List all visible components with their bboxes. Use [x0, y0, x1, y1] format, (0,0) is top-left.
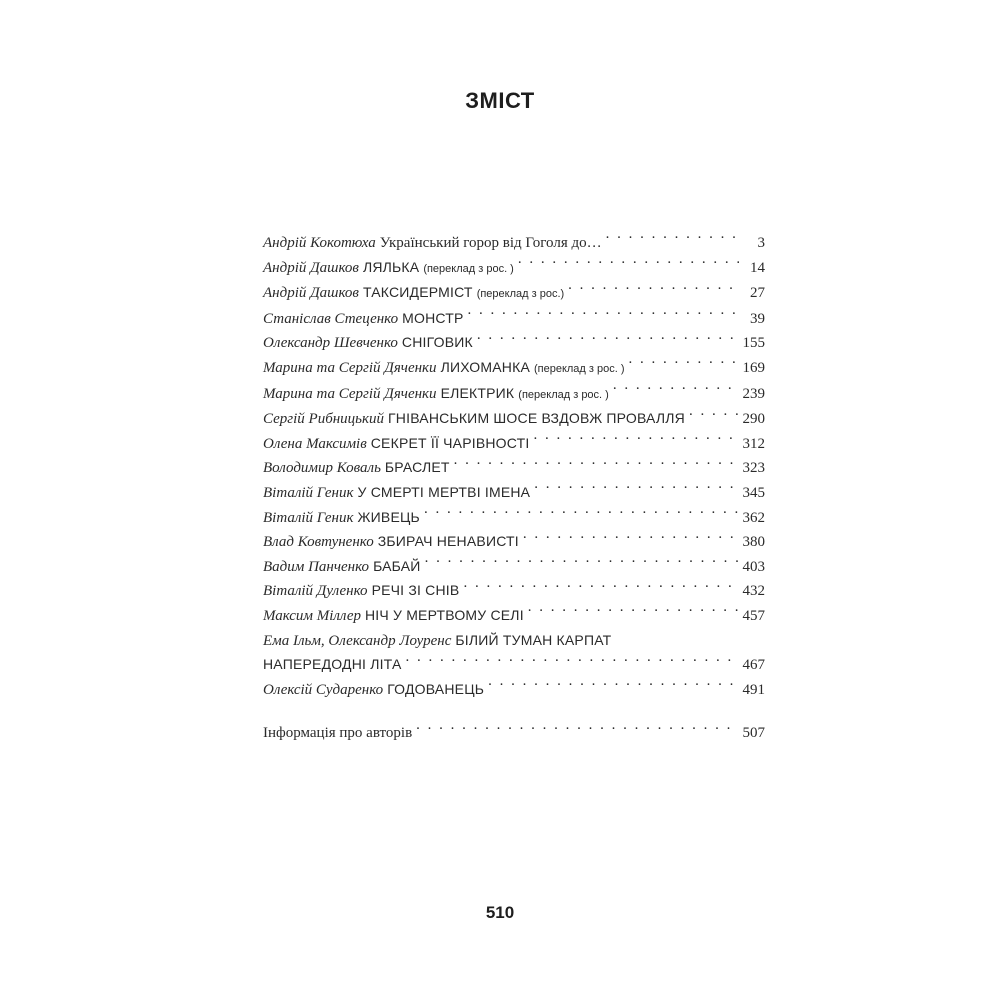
dot-leader — [477, 332, 739, 347]
toc-author: Олександр Шевченко — [263, 335, 398, 352]
toc-story-title: ТАКСИДЕРМІСТ — [362, 284, 473, 301]
toc-appendix-entry — [263, 722, 765, 746]
toc-spacer — [263, 702, 765, 722]
toc-page-number: 312 — [742, 435, 765, 452]
toc-author: Віталій Геник — [263, 484, 354, 501]
dot-leader — [629, 357, 739, 372]
toc-entry — [263, 232, 765, 256]
translation-note: (переклад з рос. ) — [423, 262, 514, 275]
dot-leader — [488, 679, 738, 694]
toc-page-number: 169 — [742, 359, 765, 376]
dot-leader — [468, 308, 739, 323]
toc-author: Володимир Коваль — [263, 460, 381, 477]
toc-story-title: ГНІВАНСЬКИМ ШОСЕ ВЗДОВЖ ПРОВАЛЛЯ — [388, 410, 685, 427]
dot-leader — [424, 507, 739, 522]
toc-entry — [263, 356, 765, 382]
toc-author: Віталій Дуленко — [263, 583, 368, 600]
toc-story-title: ГОДОВАНЕЦЬ — [387, 680, 485, 697]
toc-page-number: 467 — [742, 657, 765, 674]
toc-story-title: ЕЛЕКТРИК — [440, 384, 515, 401]
table-of-contents — [263, 232, 765, 746]
toc-author: Влад Ковтуненко — [263, 534, 374, 551]
toc-author: Станіслав Стеценко — [263, 310, 399, 327]
toc-story-title: СЕКРЕТ ЇЇ ЧАРІВНОСТІ — [370, 434, 530, 451]
toc-entry — [263, 555, 765, 580]
toc-author: Олексій Сударенко — [263, 681, 384, 698]
toc-story-title: БІЛИЙ ТУМАН КАРПАТ — [455, 631, 612, 648]
dot-leader — [523, 531, 739, 546]
toc-entry — [263, 579, 765, 604]
toc-story-title: ЛЯЛЬКА — [362, 258, 420, 275]
dot-leader — [454, 457, 739, 472]
toc-page-number: 380 — [742, 534, 765, 551]
toc-entry — [263, 604, 765, 629]
toc-page-number: 14 — [750, 259, 765, 276]
toc-page-number: 457 — [742, 607, 765, 624]
toc-page-number: 432 — [742, 583, 765, 600]
toc-page-number: 323 — [742, 460, 765, 477]
page-title: ЗМІСТ — [465, 88, 535, 113]
toc-author: Віталій Геник — [263, 509, 354, 526]
page-number: 510 — [485, 903, 515, 922]
toc-entry — [263, 629, 765, 654]
translation-note: (переклад з рос. ) — [533, 362, 625, 375]
toc-page-number: 345 — [742, 484, 765, 501]
toc-story-title: НІЧ У МЕРТВОМУ СЕЛІ — [364, 606, 524, 623]
dot-leader — [528, 605, 739, 620]
dot-leader — [613, 383, 739, 398]
toc-entry — [263, 678, 765, 703]
toc-author: Андрій Дашков — [263, 259, 359, 276]
toc-story-title: ЛИХОМАНКА — [440, 358, 530, 375]
toc-author: Андрій Дашков — [263, 285, 359, 302]
toc-story-title: ЗБИРАЧ НЕНАВИСТІ — [377, 533, 519, 550]
toc-story-title: РЕЧІ ЗІ СНІВ — [371, 582, 460, 599]
toc-entry — [263, 407, 765, 432]
toc-story-title: БАБАЙ — [373, 557, 421, 574]
dot-leader — [406, 654, 739, 669]
toc-entry — [263, 281, 765, 307]
toc-page-number: 155 — [742, 335, 765, 352]
dot-leader — [606, 232, 739, 247]
toc-entry — [263, 506, 765, 531]
dot-leader — [425, 556, 739, 571]
toc-author: Марина та Сергій Дяченки — [263, 359, 437, 376]
toc-entry — [263, 481, 765, 506]
toc-page-number: 491 — [742, 681, 765, 698]
dot-leader — [534, 482, 738, 497]
translation-note: (переклад з рос. ) — [518, 388, 609, 401]
toc-page-number: 403 — [742, 558, 765, 575]
toc-entry — [263, 256, 765, 282]
toc-page-number: 507 — [742, 725, 765, 742]
toc-author: Ема Ільм, Олександр Лоуренс — [263, 632, 452, 649]
translation-note: (переклад з рос.) — [476, 288, 565, 301]
dot-leader — [689, 408, 739, 423]
toc-author: Максим Міллер — [263, 607, 361, 624]
toc-entry — [263, 530, 765, 555]
toc-story-title: Український горор від Гоголя до… — [379, 235, 602, 251]
toc-story-title: МОНСТР — [402, 309, 464, 326]
toc-story-title: БРАСЛЕТ — [384, 459, 450, 476]
toc-author: Сергій Рибницький — [263, 411, 385, 428]
toc-page-number: 27 — [750, 285, 765, 302]
toc-story-title: СНІГОВИК — [401, 334, 473, 351]
toc-page-number: 3 — [757, 235, 765, 251]
dot-leader — [518, 257, 739, 272]
toc-entry-continuation — [263, 653, 765, 678]
toc-page-number: 290 — [742, 411, 765, 428]
toc-author: Олена Максимів — [263, 435, 367, 452]
toc-entry — [263, 382, 765, 408]
toc-page-number: 362 — [742, 509, 765, 526]
toc-appendix-label: Інформація про авторів — [263, 725, 413, 742]
toc-page-number: 239 — [742, 385, 765, 402]
dot-leader — [416, 722, 738, 737]
toc-author: Марина та Сергій Дяченки — [263, 385, 437, 402]
toc-story-title: У СМЕРТІ МЕРТВІ ІМЕНА — [357, 483, 531, 500]
dot-leader — [463, 580, 738, 595]
toc-author: Вадим Панченко — [263, 558, 370, 575]
dot-leader — [568, 282, 739, 297]
toc-story-title: ЖИВЕЦЬ — [357, 508, 420, 525]
toc-page-number: 39 — [750, 310, 765, 327]
toc-story-title-continued: НАПЕРЕДОДНІ ЛІТА — [263, 656, 402, 673]
toc-entry — [263, 307, 765, 332]
toc-entry — [263, 331, 765, 356]
toc-author: Андрій Кокотюха — [263, 235, 376, 251]
toc-entry — [263, 432, 765, 457]
toc-entry — [263, 456, 765, 481]
dot-leader — [533, 433, 738, 448]
